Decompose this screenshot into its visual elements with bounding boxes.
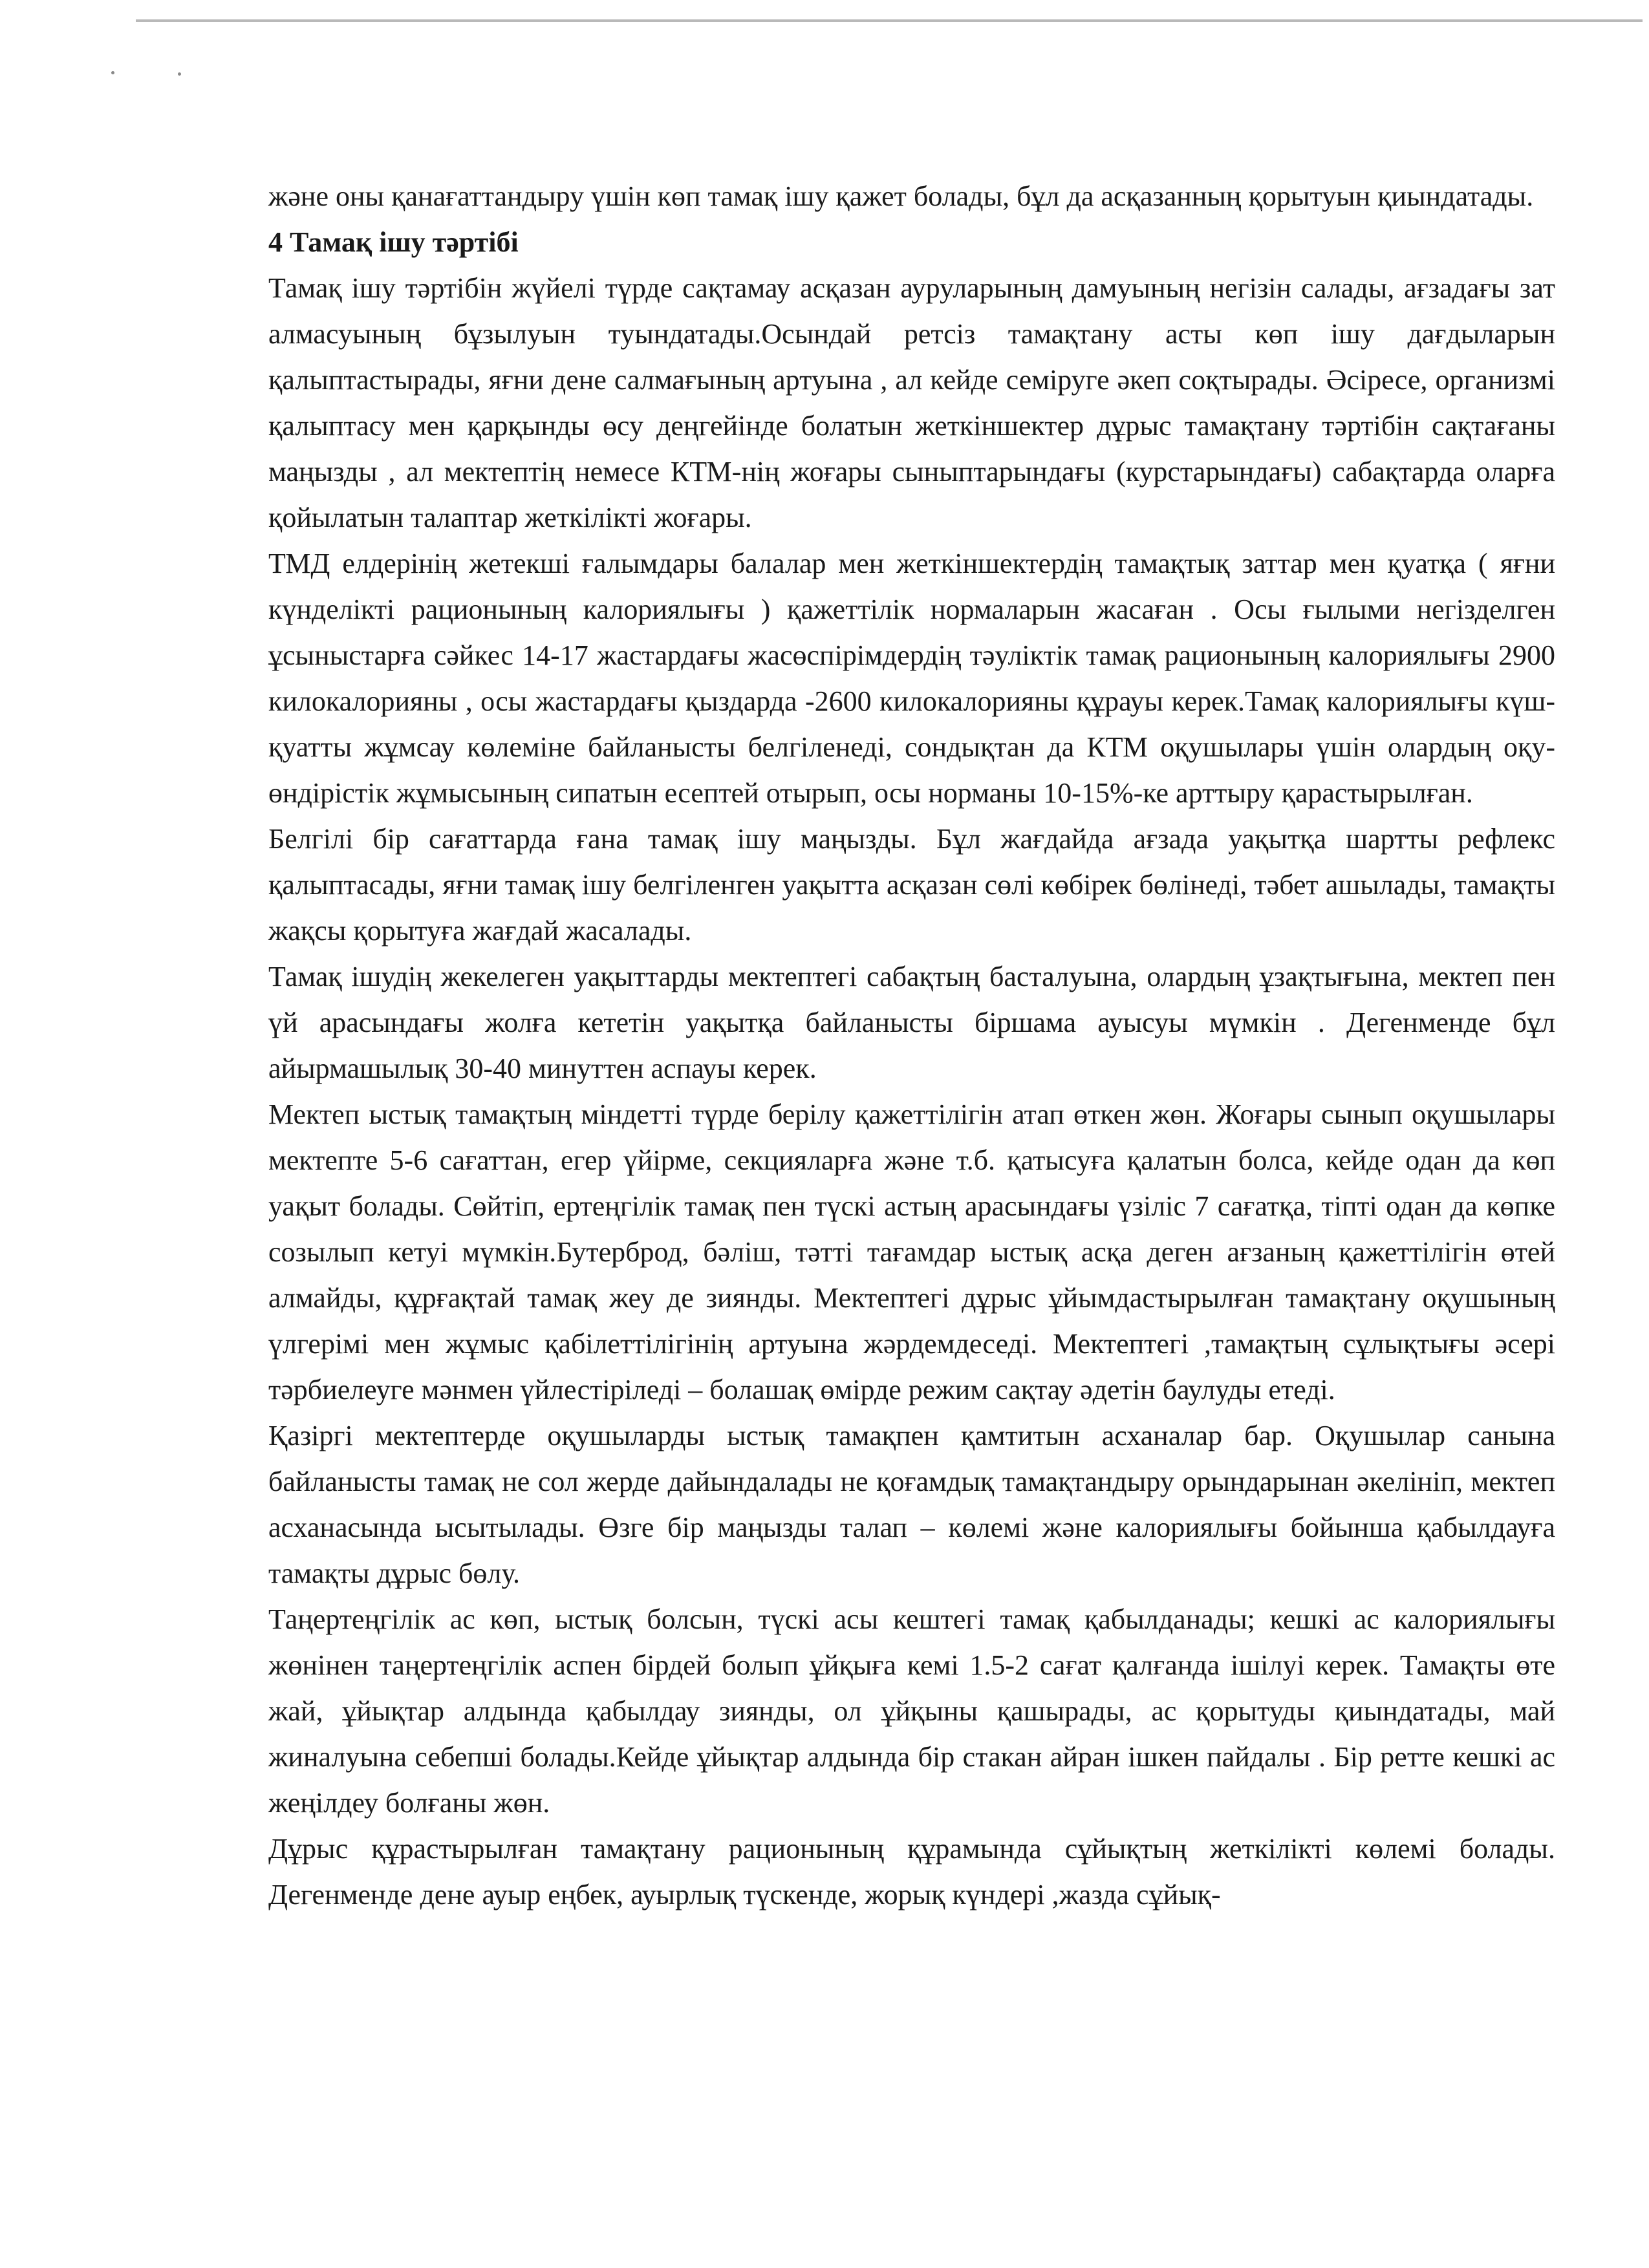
scan-mark	[111, 71, 114, 74]
paragraph: Дұрыс құрастырылған тамақтану рационының құрамында сұйықтың жеткілікті көлемі болады. Дегенменде дене ауыр еңбек, ауырлық түскенде, жорық күндері ,жазда сұйық-	[268, 1833, 1555, 1910]
scan-mark	[178, 72, 181, 76]
paragraph: Мектеп ыстық тамақтың міндетті түрде берілу қажеттілігін атап өткен жөн. Жоғары сынып оқушылары мектепте 5-6 сағаттан, егер үйірме, секцияларға және т.б. қатысуға қалатын болса, кейде одан да көп уақыт болады. Сөйтіп, ертеңгілік тамақ пен түскі астың арасындағы үзіліс 7 сағатқа, тіпті одан да көпке созылып кетуі мүмкін.Бутерброд, бәліш, тәтті тағамдар ыстық асқа деген ағзаның қажеттілігін өтей алмайды, құрғақтай тамақ жеу де зиянды. Мектептегі дұрыс ұйымдастырылған тамақтану оқушының үлгерімі мен жұмыс қабілеттілігінің артуына жәрдемдеседі. Мектептегі ,тамақтың сұлықтығы әсері тәрбиелеуге мәнмен үйлестіріледі – болашақ өмірде режим сақтау әдетін баулуды етеді.	[268, 1098, 1555, 1406]
paragraph: Тамақ ішудің жекелеген уақыттарды мектептегі сабақтың басталуына, олардың ұзақтығына, мектеп пен үй арасындағы жолға кететін уақытқа байланысты біршама ауысуы мүмкін . Дегенменде бұл айырмашылық 30-40 минуттен аспауы керек.	[268, 961, 1555, 1084]
continuation-paragraph: және оны қанағаттандыру үшін көп тамақ ішу қажет болады, бұл да асқазанның қорытуын қиындатады.	[268, 180, 1534, 212]
paragraph: Тамақ ішу тәртібін жүйелі түрде сақтамау асқазан ауруларының дамуының негізін салады, ағзадағы зат алмасуының бұзылуын туындатады.Осындай ретсіз тамақтану асты көп ішу дағдыларын қалыптастырады, яғни дене салмағының артуына , ал кейде семіруге әкеп соқтырады. Әсіресе, организмі қалыптасу мен қарқынды өсу деңгейінде болатын жеткіншектер дұрыс тамақтану тәртібін сақтағаны маңызды , ал мектептің немесе КТМ-нің жоғары сыныптарындағы (курстарындағы) сабақтарда оларға қойылатын талаптар жеткілікті жоғары.	[268, 272, 1555, 533]
paragraph: Қазіргі мектептерде оқушыларды ыстық тамақпен қамтитын асханалар бар. Оқушылар санына байланысты тамақ не сол жерде дайындалады не қоғамдық тамақтандыру орындарынан әкелініп, мектеп асханасында ысытылады. Өзге бір маңызды талап – көлемі және калориялығы бойынша қабылдауға тамақты дұрыс бөлу.	[268, 1420, 1555, 1589]
section-title: 4 Тамақ ішу тәртібі	[268, 226, 519, 258]
paragraph: Таңертеңгілік ас көп, ыстық болсын, түскі асы кештегі тамақ қабылданады; кешкі ас калориялығы жөнінен таңертеңгілік аспен бірдей болып ұйқыға кемі 1.5-2 сағат қалғанда ішілуі керек. Тамақты өте жай, ұйықтар алдында қабылдау зиянды, ол ұйқыны қашырады, ас қорытуды қиындатады, май жиналуына себепші болады.Кейде ұйықтар алдында бір стакан айран ішкен пайдалы . Бір ретте кешкі ас жеңілдеу болғаны жөн.	[268, 1603, 1555, 1819]
scan-top-edge	[136, 19, 1643, 22]
document-body	[268, 173, 1555, 1918]
paragraph: Белгілі бір сағаттарда ғана тамақ ішу маңызды. Бұл жағдайда ағзада уақытқа шартты рефлекс қалыптасады, яғни тамақ ішу белгіленген уақытта асқазан сөлі көбірек бөлінеді, тәбет ашылады, тамақты жақсы қорытуға жағдай жасалады.	[268, 823, 1555, 947]
paragraph: ТМД елдерінің жетекші ғалымдары балалар мен жеткіншектердің тамақтық заттар мен қуатқа ( яғни күнделікті рационының калориялығы ) қажеттілік нормаларын жасаған . Осы ғылыми негізделген ұсыныстарға сәйкес 14-17 жастардағы жасөспірімдердің тәуліктік тамақ рационының калориялығы 2900 килокалорияны , осы жастардағы қыздарда -2600 килокалорияны құрауы керек.Тамақ калориялығы күш-қуатты жұмсау көлеміне байланысты белгіленеді, сондықтан да КТМ оқушылары үшін олардың оқу- өндірістік жұмысының сипатын есептей отырып, осы норманы 10-15%-ке арттыру қарастырылған.	[268, 548, 1555, 809]
